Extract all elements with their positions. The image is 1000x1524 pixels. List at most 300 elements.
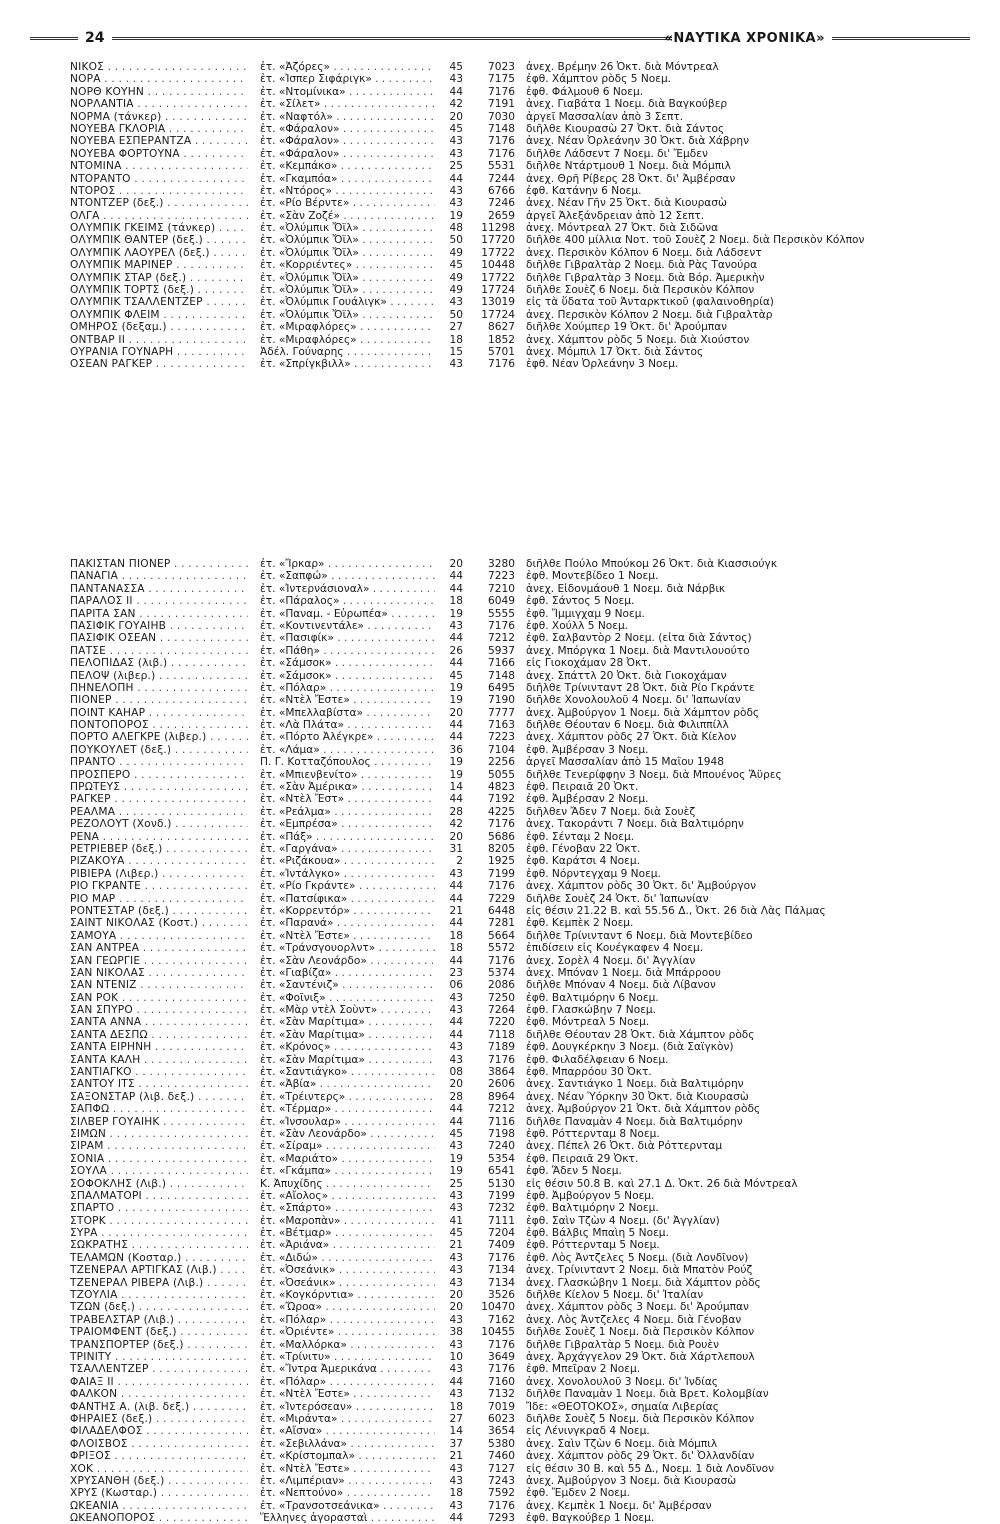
ship-row: [70, 1190, 970, 1202]
ship-tonnage: 14: [449, 1425, 463, 1438]
ship-status: ἐφθ. Λὸς Ἀντζελες 5 Νοεμ. (διὰ Λονδῖνον): [526, 1251, 749, 1264]
ship-row: [70, 1475, 970, 1487]
ship-name: ΝΟΥΕΒΑ ΓΚΛΟΡΙΑ . . .: [70, 123, 248, 135]
ship-name: ΣΩΚΡΑΤΗΣ . . .: [70, 1239, 248, 1251]
ship-number: 7189: [488, 1041, 515, 1054]
ship-status: ἀνεχ. Χάμπτον ρὸδς 27 Ὀκτ. διὰ Κίελον: [526, 731, 737, 744]
ship-owner: ἐτ. «Νεπτούνο» . . .: [260, 1487, 435, 1499]
ship-row: [70, 1277, 970, 1289]
ship-tonnage: 49: [449, 284, 463, 297]
ship-owner: ἐτ. «Πασιφίκ» . . .: [260, 632, 435, 644]
ship-number: 10448: [481, 259, 515, 272]
ship-owner: ἐτ. «Παναμ. - Εὐρωπέα» . . .: [260, 608, 435, 620]
ship-name: ΡΙΟ ΓΚΡΑΝΤΕ . . .: [70, 880, 248, 892]
ship-tonnage: 44: [449, 892, 463, 905]
page-header: [30, 30, 970, 52]
ship-owner: ἐτ. «Ὀλύμπικ Ὄϊλ» . . .: [260, 309, 435, 321]
ship-number: 5354: [488, 1152, 515, 1165]
ship-number: 7176: [488, 1499, 515, 1512]
ship-name: ΠΑΡΙΤΑ ΣΑΝ . . .: [70, 608, 248, 620]
ship-number: 6049: [488, 595, 515, 608]
ship-number: 7223: [488, 731, 515, 744]
ship-number: 4225: [488, 805, 515, 818]
ship-owner: ἐτ. «Ντὲλ Ἔστε» . . .: [260, 1463, 435, 1475]
ship-number: 7148: [488, 669, 515, 682]
ship-status: ἐφθ. Πειραιᾶ 29 Ὀκτ.: [526, 1152, 639, 1165]
ship-number: 7409: [488, 1239, 515, 1252]
ship-owner: ἐτ. «Ναφτόλ» . . .: [260, 111, 435, 123]
ship-tonnage: 27: [449, 1412, 463, 1425]
ship-status: ἀνεχ. Χάμπτον ρὸδς 30 Ὀκτ. δι' Ἀμβούργον: [526, 880, 757, 893]
ship-number: 7176: [488, 954, 515, 967]
ship-status: ἀνεχ. Χάμπτον ρὸδς 29 Ὀκτ. δι' Ὀλλανδίαν: [526, 1450, 755, 1463]
ship-row: [70, 595, 970, 607]
ship-name: ΠΑΚΙΣΤΑΝ ΠΙΟΝΕΡ . . .: [70, 558, 248, 570]
ship-name: ΦΑΝΤΗΣ Α. (λιβ. δεξ.) . . .: [70, 1401, 248, 1413]
ship-name: ΤΣΑΛΛΕΝΤΖΕΡ . . .: [70, 1363, 248, 1375]
ship-row: [70, 210, 970, 222]
ship-number: 7127: [488, 1462, 515, 1475]
ship-name: ΡΕΑΛΜΑ . . .: [70, 806, 248, 818]
ship-status: ἐφθ. Σαὶν Τζὼν 4 Νοεμ. (δι' Ἀγγλίαν): [526, 1214, 720, 1227]
ship-tonnage: 50: [449, 234, 463, 247]
ship-status: ἐφθ. Βαλτιμόρην 6 Νοεμ.: [526, 991, 659, 1004]
ship-status: ἐφθ. Βαλτιμόρην 2 Νοεμ.: [526, 1202, 659, 1215]
ship-status: διῆλθε Χονολουλοῦ 4 Νοεμ. δι' Ἰαπωνίαν: [526, 694, 741, 707]
ship-owner: ἐτ. «Ριζάκουα» . . .: [260, 855, 435, 867]
ship-row: [70, 1401, 970, 1413]
ship-number: 7199: [488, 1189, 515, 1202]
ship-owner: ἐτ. «Ντόρος» . . .: [260, 185, 435, 197]
ship-number: 2606: [488, 1078, 515, 1091]
ship-tonnage: 21: [449, 904, 463, 917]
ship-number: 7132: [488, 1388, 515, 1401]
ship-row: [70, 1153, 970, 1165]
ship-number: 7176: [488, 1338, 515, 1351]
ship-tonnage: 43: [449, 619, 463, 632]
ship-tonnage: 20: [449, 1289, 463, 1302]
ship-number: 2659: [488, 209, 515, 222]
ship-number: 1925: [488, 855, 515, 868]
ship-row: [70, 1351, 970, 1363]
ship-owner: ἐτ. «Φάραλον» . . .: [260, 135, 435, 147]
ship-name: ΧΟΚ . . .: [70, 1463, 248, 1475]
ship-tonnage: 44: [449, 917, 463, 930]
ship-number: 7192: [488, 793, 515, 806]
ship-name: ΝΟΡΘ ΚΟΥΗΝ . . .: [70, 86, 248, 98]
ship-owner: ἐτ. «Κρίστομπαλ» . . .: [260, 1450, 435, 1462]
ship-tonnage: 43: [449, 1276, 463, 1289]
ship-number: 7176: [488, 135, 515, 148]
ship-status: διῆλθε Τρίνινταντ 28 Ὀκτ. διὰ Ρίο Γκράντε: [526, 681, 755, 694]
ship-number: 10470: [481, 1301, 515, 1314]
ship-tonnage: 45: [449, 61, 463, 73]
ship-status: διῆλθε Κιουρασὼ 27 Ὀκτ. διὰ Σάντος: [526, 122, 725, 135]
ship-tonnage: 18: [449, 1400, 463, 1413]
ship-owner: ἐτ. «Ἰντάλγκο» . . .: [260, 868, 435, 880]
ship-status: ἀνεχ. Σπάττλ 20 Ὀκτ. διὰ Γιοκοχάμαν: [526, 669, 727, 682]
ship-owner: ἐτ. «Ὀλύμπικ Ὄϊλ» . . .: [260, 222, 435, 234]
ship-tonnage: 44: [449, 632, 463, 645]
ship-name: ΠΟΙΝΤ ΚΑΗΑΡ . . .: [70, 707, 248, 719]
ship-tonnage: 43: [449, 1004, 463, 1017]
ship-name: ΟΛΥΜΠΙΚ ΤΟΡΤΣ (δεξ.) . . .: [70, 284, 248, 296]
ship-number: 5055: [488, 768, 515, 781]
ship-number: 17722: [481, 271, 515, 284]
ship-status: ἐφθ. Μόντρεαλ 5 Νοεμ.: [526, 1016, 650, 1029]
ship-number: 17722: [481, 246, 515, 259]
ship-tonnage: 20: [449, 706, 463, 719]
ship-status: ἐφθ. Βαγκούβερ 1 Νοεμ.: [526, 1512, 655, 1524]
ship-tonnage: 44: [449, 85, 463, 98]
ship-tonnage: 31: [449, 842, 463, 855]
ship-number: 7148: [488, 122, 515, 135]
ship-name: ΣΑΝΤΑ ΔΕΣΠΩ . . .: [70, 1029, 248, 1041]
ship-owner: Κ. Ἀπυχίδης . . .: [260, 1178, 435, 1190]
ship-status: ἐφθ. Νέαν Ὀρλεάνην 3 Νοεμ.: [526, 358, 679, 371]
ship-name: ΠΑΝΤΑΝΑΣΣΑ . . .: [70, 583, 248, 595]
ship-row: [70, 309, 970, 321]
ship-status: ἀνεχ. Χονολουλοῦ 3 Νοεμ. δι' Ἰνδίας: [526, 1375, 719, 1388]
ship-status: ἀνεχ. Σορὲλ 4 Νοεμ. δι' Ἀγγλίαν: [526, 954, 696, 967]
ship-name: ΝΤΟΡΑΝΤΟ . . .: [70, 173, 248, 185]
ship-row: [70, 818, 970, 830]
ship-name: ΝΟΡΛΑΝΤΙΑ . . .: [70, 98, 248, 110]
ship-owner: ἐτ. «Λάμα» . . .: [260, 744, 435, 756]
ship-owner: ἐτ. «Σπρίγκβιλλ» . . .: [260, 358, 435, 370]
ship-tonnage: 28: [449, 805, 463, 818]
ship-number: 5130: [488, 1177, 515, 1190]
ship-owner: ἐτ. «Σάμσοκ» . . .: [260, 670, 435, 682]
ship-row: [70, 831, 970, 843]
ship-status: ἀνεχ. Μπόναν 1 Νοεμ. διὰ Μπάρροου: [526, 966, 721, 979]
ship-row: [70, 358, 970, 370]
ship-row: [70, 682, 970, 694]
ship-number: 3864: [488, 1066, 515, 1079]
ship-tonnage: 50: [449, 308, 463, 321]
ship-status: διῆλθε Ντάρτμουθ 1 Νοεμ. διὰ Μόμπιλ: [526, 160, 731, 173]
ship-number: 5380: [488, 1437, 515, 1450]
ship-status: ἀνεχ. Βρέμην 26 Ὀκτ. διὰ Μόντρεαλ: [526, 61, 719, 73]
ship-name: ΦΗΡΑΙΕΣ (δεξ.) . . .: [70, 1413, 248, 1425]
ship-tonnage: 44: [449, 731, 463, 744]
ship-tonnage: 45: [449, 122, 463, 135]
ship-name: ΠΕΛΟΨ (λιβερ.) . . .: [70, 670, 248, 682]
ship-number: 4823: [488, 781, 515, 794]
ship-tonnage: 45: [449, 259, 463, 272]
ship-status: ἐφθ. Φάλμουθ 6 Νοεμ.: [526, 85, 644, 98]
ship-row: [70, 1438, 970, 1450]
ship-name: ΠΑΡΑΛΟΣ ΙΙ . . .: [70, 595, 248, 607]
ship-row: [70, 1413, 970, 1425]
ship-number: 17724: [481, 284, 515, 297]
ship-name: ΣΑΝ ΓΕΩΡΓΙΕ . . .: [70, 955, 248, 967]
ship-name: ΠΑΤΣΕ . . .: [70, 645, 248, 657]
ship-number: 7250: [488, 991, 515, 1004]
ship-tonnage: 25: [449, 1177, 463, 1190]
ship-tonnage: 42: [449, 818, 463, 831]
ship-number: 3654: [488, 1425, 515, 1438]
ship-number: 7777: [488, 706, 515, 719]
ship-row: [70, 769, 970, 781]
ship-row: [70, 955, 970, 967]
ship-number: 7220: [488, 1016, 515, 1029]
ship-owner: ἐτ. «Φοῖνιξ» . . .: [260, 992, 435, 1004]
ship-owner: ἐτ. «Ρεάλμα» . . .: [260, 806, 435, 818]
ship-number: 7244: [488, 172, 515, 185]
ship-name: ΝΤΟΜΙΝΑ . . .: [70, 160, 248, 172]
ship-owner: ἐτ. «Ὀλύμπικ Ὄϊλ» . . .: [260, 272, 435, 284]
ship-number: 7116: [488, 1115, 515, 1128]
ship-status: ἐφθ. Γένοβαν 22 Ὀκτ.: [526, 842, 641, 855]
ship-name: ΠΡΩΤΕΥΣ . . .: [70, 781, 248, 793]
ship-owner: ἐτ. «Σαπφώ» . . .: [260, 570, 435, 582]
ship-name: ΤΖΕΝΕΡΑΛ ΡΙΒΕΡΑ (Λιβ.) . . .: [70, 1277, 248, 1289]
ship-owner: ἐτ. «Γκαμπόα» . . .: [260, 173, 435, 185]
ship-tonnage: 44: [449, 1016, 463, 1029]
ship-name: ΤΕΛΑΜΩΝ (Κοσταρ.) . . .: [70, 1252, 248, 1264]
ship-status: ἐφθ. Γλασκώβην 7 Νοεμ.: [526, 1004, 657, 1017]
ship-tonnage: 43: [449, 1251, 463, 1264]
ship-number: 7176: [488, 619, 515, 632]
ship-row: [70, 1128, 970, 1140]
ship-number: 7212: [488, 1103, 515, 1116]
ship-owner: ἐτ. «Σπάρτο» . . .: [260, 1202, 435, 1214]
ship-tonnage: 43: [449, 197, 463, 210]
ship-tonnage: 43: [449, 1041, 463, 1054]
ship-tonnage: 27: [449, 321, 463, 334]
ship-owner: ἐτ. «Τρανσοτσεάνικα» . . .: [260, 1500, 435, 1512]
ship-status: ἀνεχ. Εἰδονμάουθ 1 Νοεμ. διὰ Νάρβικ: [526, 582, 726, 595]
ship-row: [70, 979, 970, 991]
ship-name: ΣΙΛΒΕΡ ΓΟΥΑΙΗΚ . . .: [70, 1116, 248, 1128]
ship-number: 5572: [488, 942, 515, 955]
ship-row: [70, 1239, 970, 1251]
ship-name: ΠΗΝΕΛΟΠΗ . . .: [70, 682, 248, 694]
ship-number: 2256: [488, 756, 515, 769]
ship-number: 6766: [488, 184, 515, 197]
ship-number: 3649: [488, 1351, 515, 1363]
ship-owner: Ἕλληνες ἀγορασταὶ . . .: [260, 1512, 435, 1524]
ship-owner: ἐτ. «Ἰντερνάσιοναλ» . . .: [260, 583, 435, 595]
ship-tonnage: 43: [449, 1474, 463, 1487]
ship-row: [70, 86, 970, 98]
ship-owner: ἐτ. «Ὀλύμπικ Ὄϊλ» . . .: [260, 284, 435, 296]
ship-owner: ἐτ. «Ἰντερόσεαν» . . .: [260, 1401, 435, 1413]
ship-row: [70, 1500, 970, 1512]
ship-status: ἐφθ. Ρόττερνταμ 5 Νοεμ.: [526, 1239, 660, 1252]
ship-status: ἐφθ. Μπεῖραν 2 Νοεμ.: [526, 1363, 641, 1376]
ship-number: 7176: [488, 358, 515, 371]
ship-owner: ἐτ. «Πατσίφικα» . . .: [260, 893, 435, 905]
ship-name: ΧΡΥΣ (Κωσταρ.) . . .: [70, 1487, 248, 1499]
ship-owner: ἐτ. «Πόλαρ» . . .: [260, 1314, 435, 1326]
ship-name: ΣΤΟΡΚ . . .: [70, 1215, 248, 1227]
ship-row: [70, 284, 970, 296]
ship-number: 7232: [488, 1202, 515, 1215]
ship-owner: ἐτ. «Τρέιντερς» . . .: [260, 1091, 435, 1103]
ship-number: 7118: [488, 1028, 515, 1041]
ship-tonnage: 44: [449, 1375, 463, 1388]
ship-number: 7176: [488, 1251, 515, 1264]
ship-owner: ἐτ. «Πάθη» . . .: [260, 645, 435, 657]
ship-tonnage: 20: [449, 110, 463, 123]
ship-tonnage: 44: [449, 1103, 463, 1116]
ship-row: [70, 719, 970, 731]
ship-number: 6448: [488, 904, 515, 917]
ship-owner: ἐτ. «Γαργάνα» . . .: [260, 843, 435, 855]
ship-tonnage: 49: [449, 246, 463, 259]
ship-number: 5531: [488, 160, 515, 173]
ship-name: ΦΡΙΞΟΣ . . .: [70, 1450, 248, 1462]
ship-number: 1852: [488, 333, 515, 346]
ship-number: 7204: [488, 1227, 515, 1240]
ship-row: [70, 1463, 970, 1475]
ship-number: 2086: [488, 979, 515, 992]
ship-tonnage: 44: [449, 172, 463, 185]
ship-number: 10455: [481, 1326, 515, 1339]
ship-status: ἐφθ. Ἀμβέρσαν 3 Νοεμ.: [526, 743, 649, 756]
ship-tonnage: 44: [449, 657, 463, 670]
ship-row: [70, 123, 970, 135]
ship-name: ΠΟΡΤΟ ΑΛΕΓΚΡΕ (λιβερ.) . . .: [70, 731, 248, 743]
ship-number: 7246: [488, 197, 515, 210]
ship-name: ΤΖΕΝΕΡΑΛ ΑΡΤΙΓΚΑΣ (Λιβ.) . . .: [70, 1264, 248, 1276]
journal-title: «ΝΑΥΤΙΚΑ ΧΡΟΝΙΚΑ»: [664, 31, 825, 46]
ship-status: διῆλθε Θέουταν 6 Νοεμ. διὰ Φιλιππίλλ: [526, 719, 729, 732]
ship-status: ἐφθ. Πειραιᾶ 20 Ὀκτ.: [526, 781, 639, 794]
ship-tonnage: 26: [449, 644, 463, 657]
ship-row: [70, 185, 970, 197]
ship-number: 6495: [488, 681, 515, 694]
ship-name: ΠΙΟΝΕΡ . . .: [70, 694, 248, 706]
ship-row: [70, 173, 970, 185]
ship-owner: ἐτ. «Μιράντα» . . .: [260, 1413, 435, 1425]
header-rule-middle: [112, 37, 672, 40]
ship-tonnage: 44: [449, 719, 463, 732]
ship-owner: ἐτ. «Ἰνσουλαρ» . . .: [260, 1116, 435, 1128]
ship-status: ἀργεῖ Μασσαλίαν ἀπὸ 15 Μαΐου 1948: [526, 756, 725, 769]
ship-number: 7160: [488, 1375, 515, 1388]
ship-tonnage: 43: [449, 1264, 463, 1277]
ship-tonnage: 41: [449, 1214, 463, 1227]
ship-tonnage: 43: [449, 1202, 463, 1215]
ship-number: 7240: [488, 1140, 515, 1153]
ship-name: ΤΡΑΒΕΛΣΤΑΡ (Λιβ.) . . .: [70, 1314, 248, 1326]
ship-name: ΟΜΗΡΟΣ (δεξαμ.) . . .: [70, 321, 248, 333]
ship-name: ΩΚΕΑΝΙΑ . . .: [70, 1500, 248, 1512]
ship-row: [70, 707, 970, 719]
ship-owner: ἐτ. «Μπιενβενίτο» . . .: [260, 769, 435, 781]
ship-row: [70, 608, 970, 620]
ship-tonnage: 19: [449, 209, 463, 222]
ship-tonnage: 43: [449, 1053, 463, 1066]
ship-status: ἀνεχ. Χάμπτον ρὸδς 3 Νοεμ. δι' Ἀρούμπαν: [526, 1301, 749, 1314]
ship-status: ἀνεχ. Πέπελ 26 Ὀκτ. διὰ Ρόττερνταμ: [526, 1140, 723, 1153]
ship-row: [70, 1512, 970, 1524]
ship-owner: ἐτ. «Πόλαρ» . . .: [260, 1376, 435, 1388]
ship-name: ΝΟΡΜΑ (τάνκερ) . . .: [70, 111, 248, 123]
ship-owner: ἐτ. «Τράνσγουορλντ» . . .: [260, 942, 435, 954]
ship-owner: ἐτ. «Λὰ Πλάτα» . . .: [260, 719, 435, 731]
ship-tonnage: 19: [449, 768, 463, 781]
ship-number: 7176: [488, 818, 515, 831]
ship-tonnage: 18: [449, 1487, 463, 1500]
ship-name: ΠΑΣΙΦΙΚ ΓΟΥΑΙΗΒ . . .: [70, 620, 248, 632]
ship-name: ΤΖΟΥΛΙΑ . . .: [70, 1289, 248, 1301]
ship-status: ἐφθ. Μπαρρόου 30 Ὀκτ.: [526, 1066, 652, 1079]
ship-status: ἀνεχ. Μόντρεαλ 27 Ὀκτ. διὰ Σιδῶνα: [526, 222, 719, 235]
ship-status: ἐφθ. Σαλβαντὸρ 2 Νοεμ. (εἶτα διὰ Σάντος): [526, 632, 752, 645]
ship-row: [70, 558, 970, 570]
ship-row: [70, 1388, 970, 1400]
ship-status: ἐφθ. Δουγκέρκην 3 Νοεμ. (διὰ Σαϊγκὸν): [526, 1041, 734, 1054]
ship-status: διῆλθε Παναμὰν 1 Νοεμ. διὰ Βρετ. Κολομβίαν: [526, 1388, 769, 1401]
ship-name: ΧΡΥΣΑΝΘΗ (δεξ.) . . .: [70, 1475, 248, 1487]
ship-name: ΣΑΞΟΝΣΤΑΡ (λιβ. δεξ.) . . .: [70, 1091, 248, 1103]
ship-row: [70, 1165, 970, 1177]
ship-tonnage: 45: [449, 1127, 463, 1140]
ship-row: [70, 222, 970, 234]
page-number: 24: [85, 30, 105, 46]
ship-owner: ἐτ. «Ντὲλ Ἔστε» . . .: [260, 930, 435, 942]
ship-name: ΣΟΦΟΚΛΗΣ (Λιβ.) . . .: [70, 1178, 248, 1190]
ship-owner: ἐτ. «Αἴολος» . . .: [260, 1190, 435, 1202]
ship-tonnage: 21: [449, 1239, 463, 1252]
ship-status: διῆλθε Σουὲζ 5 Νοεμ. διὰ Περσικὸν Κόλπον: [526, 1412, 755, 1425]
ship-owner: ἐτ. «Σὰν Μαρίτιμα» . . .: [260, 1016, 435, 1028]
ship-status: διῆλθε Σουὲζ 24 Ὀκτ. δι' Ἰαπωνίαν: [526, 892, 709, 905]
ship-row: [70, 1301, 970, 1313]
ship-owner: Π. Γ. Κοτταζόπουλος . . .: [260, 756, 435, 768]
ship-status: διῆλθε Τρίνινταντ 6 Νοεμ. διὰ Μοντεβίδεο: [526, 929, 753, 942]
ship-number: 17720: [481, 234, 515, 247]
ship-row: [70, 160, 970, 172]
ship-status: διῆλθε Μπόναν 4 Νοεμ. διὰ Λίβανον: [526, 979, 716, 992]
ship-owner: ἐτ. «Βέτμαρ» . . .: [260, 1227, 435, 1239]
ship-status: ἀνεχ. Περσικὸν Κόλπον 2 Νοεμ. διὰ Γιβραλτὰρ: [526, 308, 773, 321]
ship-name: ΣΠΑΛΜΑΤΟΡΙ . . .: [70, 1190, 248, 1202]
header-rule-left: [30, 37, 78, 40]
ship-number: 7190: [488, 694, 515, 707]
ship-owner: ἐτ. «Σαντένιζ» . . .: [260, 979, 435, 991]
ship-number: 7023: [488, 61, 515, 73]
ship-row: [70, 645, 970, 657]
ship-owner: ἐτ. «Φάραλον» . . .: [260, 148, 435, 160]
ship-tonnage: 36: [449, 743, 463, 756]
ship-tonnage: 43: [449, 296, 463, 309]
ship-status: ἀνεχ. Μπόργκα 1 Νοεμ. διὰ Μαντιλουούτο: [526, 644, 750, 657]
ship-number: 7212: [488, 632, 515, 645]
ship-name: ΟΛΥΜΠΙΚ ΦΛΕΙΜ . . .: [70, 309, 248, 321]
ship-status: ἀνεχ. Περσικὸν Κόλπον 6 Νοεμ. διὰ Λάδσεντ: [526, 246, 762, 259]
ship-tonnage: 44: [449, 570, 463, 583]
ship-name: ΝΤΟΝΤΖΕΡ (δεξ.) . . .: [70, 197, 248, 209]
ship-owner: ἐτ. «Ὀσεάνικ» . . .: [260, 1277, 435, 1289]
ship-status: διῆλθε 400 μίλλια Νοτ. τοῦ Σουὲζ 2 Νοεμ. διὰ Περσικὸν Κόλπον: [526, 234, 865, 247]
ship-row: [70, 756, 970, 768]
ship-name: ΟΛΥΜΠΙΚ ΓΚΕΙΜΣ (τάνκερ) . . .: [70, 222, 248, 234]
ship-number: 7191: [488, 98, 515, 111]
ship-tonnage: 28: [449, 1090, 463, 1103]
ship-owner: ἐτ. «Κορριέντες» . . .: [260, 259, 435, 271]
ship-name: ΣΑΝΤΑ ΕΙΡΗΝΗ . . .: [70, 1041, 248, 1053]
ship-name: ΣΑΝ ΝΙΚΟΛΑΣ . . .: [70, 967, 248, 979]
ship-tonnage: 43: [449, 867, 463, 880]
ship-name: ΣΑΝ ΑΝΤΡΕΑ . . .: [70, 942, 248, 954]
ship-row: [70, 1078, 970, 1090]
ship-number: 8964: [488, 1090, 515, 1103]
